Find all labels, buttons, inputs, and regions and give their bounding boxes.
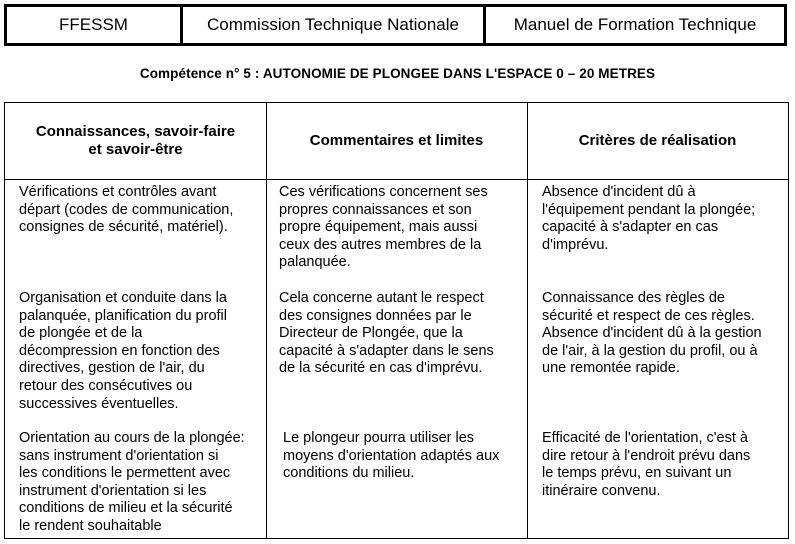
row-2-comments: Cela concerne autant le respect des consignes données par le Directeur de Plongée, que la capacité à s'adapter dans le sens de la sécurité en cas d'imprévu.	[279, 290, 494, 377]
document-header	[4, 4, 787, 46]
column-header-criteria-label: Critères de réalisation	[578, 132, 737, 149]
column-header-knowledge	[5, 103, 266, 179]
row-3-criteria: Efficacité de l'orientation, c'est à dire retour à l'endroit prévu dans le temps prévu, en suivant un itinéraire convenu.	[542, 430, 751, 499]
column-header-comments	[266, 103, 527, 179]
row-1-knowledge: Vérifications et contrôles avant départ (codes de communication, consignes de sécurité, matériel).	[19, 184, 234, 236]
column-header-comments-label: Commentaires et limites	[309, 132, 484, 149]
header-commission: Commission Technique Nationale	[180, 7, 483, 43]
header-manual: Manuel de Formation Technique	[483, 7, 784, 43]
row-1-criteria: Absence d'incident dû à l'équipement pendant la plongée; capacité à s'adapter en cas d'imprévu.	[542, 184, 756, 253]
row-3-knowledge: Orientation au cours de la plongée: sans instrument d'orientation si les conditions le permettent avec instrument d'orientation si les conditions de milieu et la sécurité le rendent souhaitable	[19, 430, 245, 534]
column-header-knowledge-label: Connaissances, savoir-faire et savoir-être	[35, 123, 236, 158]
row-2-criteria: Connaissance des règles de sécurité et respect de ces règles. Absence d'incident dû à la gestion de l'air, à la gestion du profil, ou à une remontée rapide.	[542, 290, 762, 377]
header-org: FFESSM	[59, 15, 128, 34]
column-header-criteria	[527, 103, 788, 179]
header-divider	[5, 179, 788, 180]
row-1-comments: Ces vérifications concernent ses propres connaissances et son propre équipement, mais aussi ceux des autres membres de la palanquée.	[279, 184, 488, 271]
competence-title: Compétence n° 5 : AUTONOMIE DE PLONGEE DANS L'ESPACE 0 – 20 METRES	[139, 66, 656, 81]
row-2-knowledge: Organisation et conduite dans la palanquée, planification du profil de plongée et de la décompression en fonction des directives, gestion de l'air, du retour des consécutives ou successives éventuelles.	[19, 290, 227, 412]
competence-table	[4, 102, 789, 539]
row-3-comments: Le plongeur pourra utiliser les moyens d'orientation adaptés aux conditions du milieu.	[283, 430, 500, 482]
